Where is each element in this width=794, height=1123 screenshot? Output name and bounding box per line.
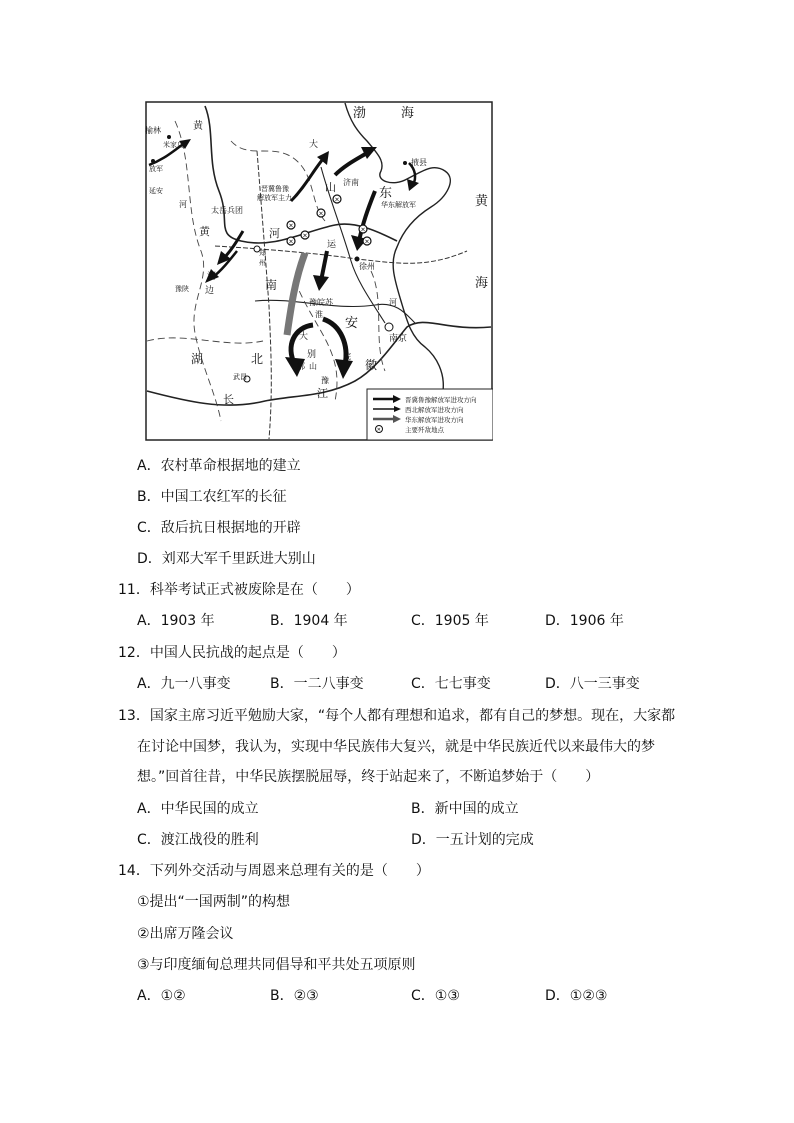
q12-option-b: B．一二八事变 xyxy=(270,676,364,692)
map-label-he-mid: 河 xyxy=(269,227,280,240)
map-label-da: 大 xyxy=(299,332,309,342)
q14-item-2: ②出席万隆会议 xyxy=(137,926,234,942)
q11-option-b: B．1904 年 xyxy=(270,613,348,629)
q14-item-1: ①提出“一国两制”的构想 xyxy=(137,894,291,910)
city-label-mijiadian: 米家店 xyxy=(163,141,184,149)
svg-text:✕: ✕ xyxy=(376,427,382,434)
map-label-jjly-main: 晋冀鲁豫 xyxy=(261,185,289,193)
q14-option-d: D．①②③ xyxy=(545,988,608,1004)
svg-text:✕: ✕ xyxy=(288,222,294,230)
q13-option-d: D．一五计划的完成 xyxy=(411,832,534,848)
q12-option-a: A．九一八事变 xyxy=(137,676,231,692)
map-legend xyxy=(367,389,493,440)
q12-stem: 12．中国人民抗战的起点是（ ） xyxy=(118,645,346,661)
map-label-an: 安 xyxy=(345,316,359,331)
legend-xibei: 西北解放军进攻方向 xyxy=(405,406,464,414)
sea-label-hai-1: 海 xyxy=(401,106,415,121)
map-label-huai: 淮 xyxy=(315,310,323,319)
q11-option-a: A．1903 年 xyxy=(137,613,215,629)
sea-label-hai-2: 海 xyxy=(475,276,489,291)
q12-option-c: C．七七事变 xyxy=(411,676,491,692)
map-label-army-left: 放军 xyxy=(149,165,163,173)
city-label-yanan: 延安 xyxy=(149,187,163,195)
q13-stem-line-3: 想。”回首往昔，中华民族摆脱屈辱，终于站起来了，不断追梦始于（ ） xyxy=(137,769,600,785)
city-label-yexian: 掖县 xyxy=(411,158,427,167)
q14-stem: 14．下列外交活动与周恩来总理有关的是（ ） xyxy=(118,863,430,879)
map-label-bian: 边 xyxy=(205,286,215,296)
legend-jjly: 晋冀鲁豫解放军进攻方向 xyxy=(405,396,477,404)
map-label-he-left: 河 xyxy=(179,200,187,209)
map-label-yu: 豫 xyxy=(321,376,329,385)
svg-text:✕: ✕ xyxy=(364,238,370,246)
campaign-map xyxy=(145,101,493,441)
map-label-yushan: 豫陕 xyxy=(175,285,189,293)
legend-huadong: 华东解放军进攻方向 xyxy=(405,416,464,424)
map-label-dong: 东 xyxy=(379,186,393,201)
svg-text:✕: ✕ xyxy=(302,232,308,240)
q10-option-a: A．农村革命根据地的建立 xyxy=(137,458,301,474)
map-label-hui: 徽 xyxy=(365,358,378,372)
q13-option-b: B．新中国的成立 xyxy=(411,801,519,817)
legend-battle: 主要歼敌地点 xyxy=(405,426,444,434)
q11-option-d: D．1906 年 xyxy=(545,613,624,629)
q10-option-c: C．敌后抗日根据地的开辟 xyxy=(137,520,301,536)
svg-text:✕: ✕ xyxy=(360,226,366,234)
q14-option-a: A．①② xyxy=(137,988,186,1004)
map-label-he-bank: 河 xyxy=(207,272,217,282)
q11-stem: 11．科举考试正式被废除是在（ ） xyxy=(118,582,360,598)
map-label-hu: 湖 xyxy=(191,352,204,366)
q13-stem-line-2: 在讨论中国梦，我认为，实现中华民族伟大复兴，就是中华民族近代以来最伟大的梦 xyxy=(137,739,655,755)
map-label-huang-top: 黄 xyxy=(193,121,203,132)
q13-stem-line-1: 13．国家主席习近平勉励大家，“每个人都有理想和追求，都有自己的梦想。现在，大家都 xyxy=(118,708,676,724)
map-label-shan: 山 xyxy=(325,181,336,194)
map-label-nan: 南 xyxy=(265,278,278,292)
map-label-bei: 北 xyxy=(251,352,264,366)
city-label-nanjing: 南京 xyxy=(389,334,408,344)
map-label-yuwansu: 豫皖苏 xyxy=(309,298,333,307)
map-label-jiang: 江 xyxy=(317,387,328,400)
q13-option-a: A．中华民国的成立 xyxy=(137,801,259,817)
map-label-taiyue: 太岳兵团 xyxy=(211,206,243,215)
map-label-e: 鄂 xyxy=(297,362,305,371)
map-label-huadong: 华东解放军 xyxy=(381,201,416,209)
sea-label-bohai: 渤 xyxy=(353,106,367,121)
svg-text:✕: ✕ xyxy=(334,196,340,204)
city-label-jinan: 济南 xyxy=(343,178,359,187)
q14-option-b: B．②③ xyxy=(270,988,319,1004)
map-label-huang-mid: 黄 xyxy=(199,225,210,238)
map-label-jjly-main-2: 解放军主力 xyxy=(257,194,292,202)
q10-option-d: D．刘邓大军千里跃进大别山 xyxy=(137,551,316,567)
q11-option-c: C．1905 年 xyxy=(411,613,489,629)
map-label-he-right: 河 xyxy=(389,298,397,307)
svg-text:✕: ✕ xyxy=(288,238,294,246)
city-label-yulin: 榆林 xyxy=(145,126,161,135)
city-label-xuzhou: 徐州 xyxy=(359,262,375,271)
map-label-chang: 长 xyxy=(223,393,234,406)
city-label-zhengzhou: 郑 xyxy=(259,249,266,257)
sea-label-huang: 黄 xyxy=(475,194,489,209)
q12-option-d: D．八一三事变 xyxy=(545,676,640,692)
city-label-zhengzhou-2: 州 xyxy=(259,259,266,267)
svg-text:✕: ✕ xyxy=(318,210,324,218)
q10-option-b: B．中国工农红军的长征 xyxy=(137,489,287,505)
q14-option-c: C．①③ xyxy=(411,988,460,1004)
city-label-wuchang: 武昌 xyxy=(233,373,247,381)
map-label-bie: 别 xyxy=(307,350,317,360)
map-label-shan-2: 山 xyxy=(309,362,317,371)
q14-item-3: ③与印度缅甸总理共同倡导和平共处五项原则 xyxy=(137,957,416,973)
map-label-yun: 运 xyxy=(327,240,337,250)
map-label-wan: 皖 xyxy=(343,352,351,361)
map-label-da-top: 大 xyxy=(309,140,319,150)
q13-option-c: C．渡江战役的胜利 xyxy=(137,832,259,848)
